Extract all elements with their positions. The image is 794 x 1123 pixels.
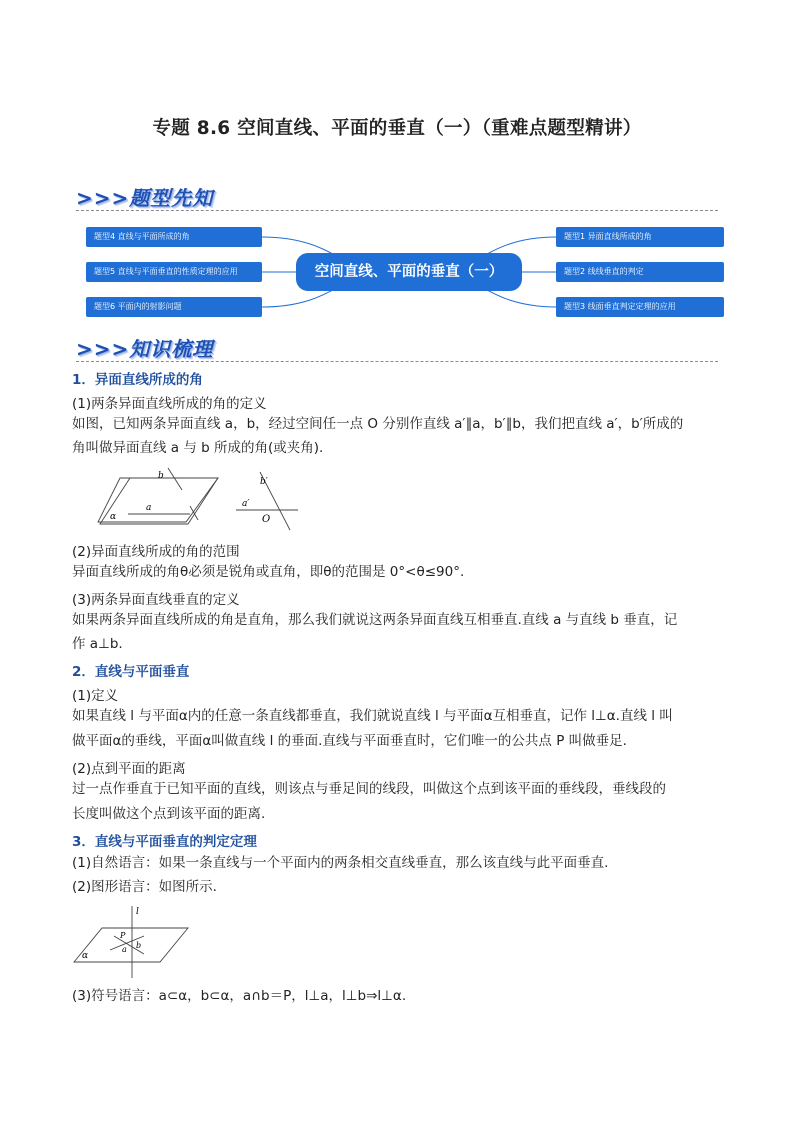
label-a: a [122,945,127,954]
mindmap-node-type1: 题型1 异面直线所成的角 [556,227,724,247]
paragraph: 过一点作垂直于已知平面的直线，则该点与垂足间的线段，叫做这个点到该平面的垂线段，垂线段的 [72,781,666,797]
label-b: b [136,941,142,950]
subheading: (1)两条异面直线所成的角的定义 [72,396,267,412]
paragraph: 作 a⊥b. [72,636,123,652]
paragraph: 异面直线所成的角θ必须是锐角或直角，即θ的范围是 0°<θ≤90°. [72,564,465,580]
label-b-prime: b′ [260,477,268,487]
label-alpha: α [82,951,89,961]
paragraph: (2)图形语言：如图所示. [72,879,217,895]
label-a-prime: a′ [242,499,250,509]
paragraph: 角叫做异面直线 a 与 b 所成的角(或夹角). [72,440,324,456]
paragraph: 做平面α的垂线，平面α叫做直线 l 的垂面.直线与平面垂直时，它们唯一的公共点 P 叫做垂足. [72,733,627,749]
label-l: l [136,907,139,917]
paragraph: 如果两条异面直线所成的角是直角，那么我们就说这两条异面直线互相垂直.直线 a 与直线 b 垂直，记 [72,612,678,628]
paragraph: 如果直线 l 与平面α内的任意一条直线都垂直，我们就说直线 l 与平面α互相垂直，记作 l⊥α.直线 l 叫 [72,708,673,724]
paragraph: (3)符号语言：a⊂α，b⊂α，a∩b＝P，l⊥a，l⊥b⇒l⊥α. [72,988,407,1004]
mindmap-node-type5: 题型5 直线与平面垂直的性质定理的应用 [86,262,262,282]
label-O: O [262,514,271,525]
mindmap-center-node: 空间直线、平面的垂直（一） [296,253,522,291]
section-heading: 3．直线与平面垂直的判定定理 [72,834,257,850]
subheading: (1)定义 [72,688,119,704]
label-P: P [120,931,126,940]
mindmap-node-type6: 题型6 平面内的射影问题 [86,297,262,317]
figure-line-plane-perpendicular [72,904,192,980]
banner-question-types: >>>题型先知 [76,186,214,210]
subheading: (2)点到平面的距离 [72,761,186,777]
mindmap-node-type4: 题型4 直线与平面所成的角 [86,227,262,247]
label-alpha: α [110,512,117,522]
paragraph: 如图，已知两条异面直线 a，b，经过空间任一点 O 分别作直线 a′∥a，b′∥b，我们把直线 a′，b′所成的 [72,416,684,432]
section-heading: 2．直线与平面垂直 [72,664,190,680]
label-a: a [146,503,152,513]
label-b: b [158,471,164,481]
paragraph: (1)自然语言：如果一条直线与一个平面内的两条相交直线垂直，那么该直线与此平面垂直. [72,855,609,871]
mindmap-node-type3: 题型3 线面垂直判定定理的应用 [556,297,724,317]
divider [76,361,718,362]
figure-skew-lines [90,464,320,532]
section-heading: 1．异面直线所成的角 [72,372,203,388]
page-title: 专题 8.6 空间直线、平面的垂直（一）（重难点题型精讲） [152,118,642,139]
subheading: (2)异面直线所成的角的范围 [72,544,240,560]
paragraph: 长度叫做这个点到该平面的距离. [72,806,266,822]
mindmap-node-type2: 题型2 线线垂直的判定 [556,262,724,282]
banner-knowledge: >>>知识梳理 [76,337,214,361]
subheading: (3)两条异面直线垂直的定义 [72,592,240,608]
